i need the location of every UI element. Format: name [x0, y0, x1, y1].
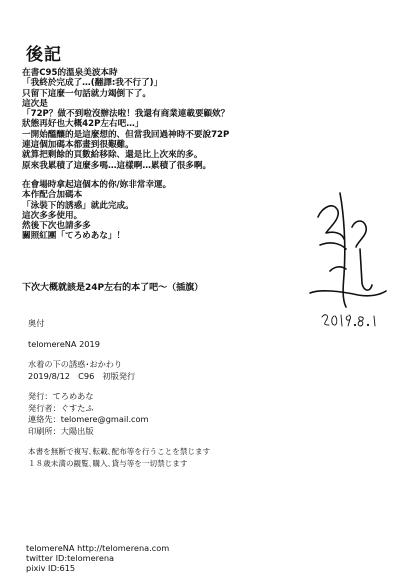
afterword-line: 在會場時拿起這個本的你/妳非常幸運。 — [22, 179, 172, 190]
edition-info: 2019/8/12 C96 初版発行 — [28, 370, 136, 381]
afterword-line: 一開始醞釀的是這麼想的、但當我回過神時不要說72P — [22, 129, 230, 140]
circle-year: telomereNA 2019 — [28, 338, 100, 349]
colophon-gap — [28, 350, 210, 359]
afterword-line: 然後下次也請多多 — [22, 221, 91, 232]
afterword-line: 「我終於完成了…(翻譯:我不行了)」 — [22, 78, 163, 89]
afterword-heading: 後記 — [26, 45, 62, 65]
afterword-line: 「泳裝下的誘惑」就此完成。 — [22, 200, 134, 211]
twitter-id: twitter ID:telomerena — [26, 553, 115, 563]
handwritten-signature — [300, 175, 392, 335]
afterword-line: 這次是 — [22, 98, 48, 109]
afterword-line: 本作配合加碼本 — [22, 190, 83, 201]
afterword-line: 「72P？做不到啦沒辦法啦！我還有商業連載要顧欸？ — [22, 109, 230, 120]
colophon-gap — [28, 437, 210, 446]
afterword-line: 關照紅團「てろめあな」！ — [22, 231, 126, 242]
pixiv-id: pixiv ID:615 — [26, 563, 76, 573]
okuzuke-label: 奥付 — [28, 318, 45, 328]
afterword-body — [22, 68, 229, 242]
afterword-line: 只留下這麼一句話就力竭倒下了。 — [22, 88, 151, 99]
afterword-line: 在書C95的溫泉美波本時 — [22, 68, 118, 78]
copy-notice: 本書を無断で複写､転載､配布等を行うことを禁じます — [28, 447, 211, 456]
author: 発行者：ぐすたふ — [28, 402, 94, 413]
publisher: 発行：てろめあな — [28, 391, 94, 401]
afterword-line: 連這個加碼本都畫到很艱難。 — [22, 140, 134, 151]
contact: 連絡先：telomere@gmail.com — [28, 414, 149, 424]
afterword-line: 狀態再好也大概42P左右吧…」 — [22, 119, 144, 130]
afterword-line: 這次多多使用。 — [22, 210, 83, 221]
paragraph-gap — [22, 171, 229, 180]
footer-links — [26, 543, 169, 573]
age-notice: １８歳未満の観覧､購入､貸与等を一切禁じます — [28, 458, 188, 468]
site-link: telomereNA http://telomerena.com — [26, 543, 170, 553]
colophon-gap — [28, 382, 210, 391]
afterword-line: 原來我累積了這麼多嗎…這樣啊…累積了很多啊。 — [22, 160, 212, 171]
printer: 印刷所：大陽出版 — [28, 425, 94, 436]
colophon-gap — [28, 330, 210, 339]
afterword-line: 就算把剩餘的頁數給移除、還是比上次來的多。 — [22, 150, 203, 161]
book-title: 水着の下の誘惑･おかわり — [28, 359, 123, 369]
colophon — [28, 318, 210, 469]
afterword-note: 下次大概就該是24P左右的本了吧〜（插旗） — [22, 283, 204, 293]
